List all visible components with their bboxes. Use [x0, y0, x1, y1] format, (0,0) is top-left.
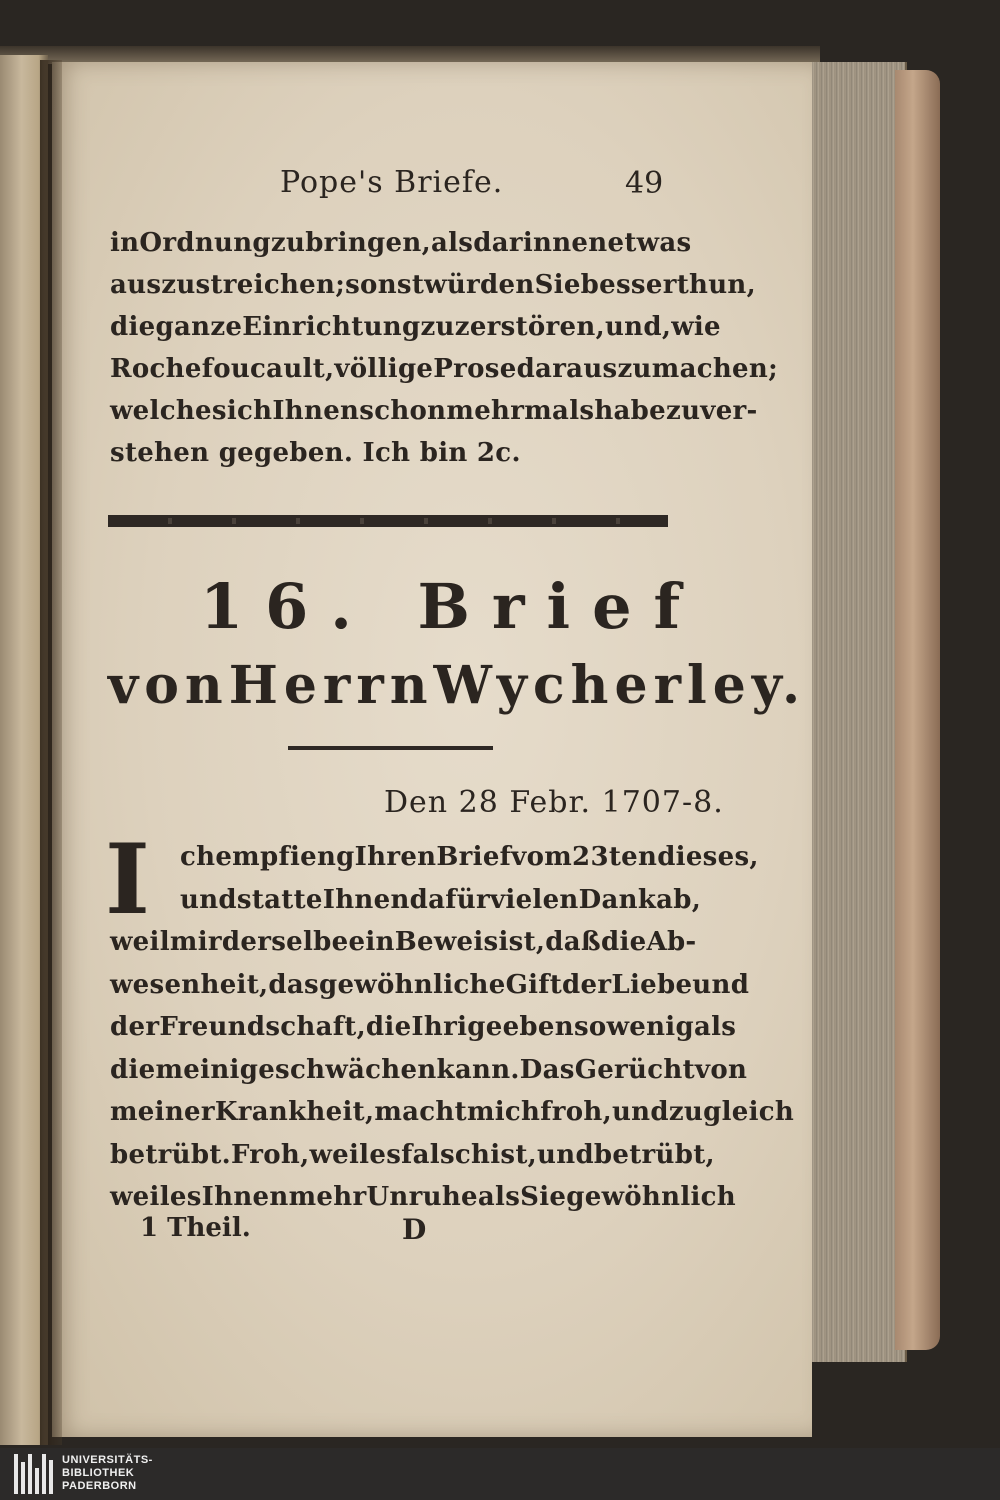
- spine-shadow: [40, 60, 62, 1445]
- word: froh,: [540, 1097, 612, 1127]
- word: schwächen: [275, 1054, 437, 1085]
- library-name-line: UNIVERSITÄTS-: [62, 1454, 153, 1466]
- running-head: Pope's Briefe.: [280, 165, 504, 200]
- letter-subtitle: [108, 655, 807, 716]
- word: die: [600, 927, 647, 957]
- word: völlige: [334, 354, 434, 384]
- text-line: [110, 270, 756, 300]
- page-edges: [800, 62, 907, 1362]
- word: Ihnen: [272, 396, 360, 426]
- word: als: [430, 228, 474, 258]
- word: falsch: [401, 1139, 491, 1170]
- word: Ihrige: [411, 1012, 503, 1042]
- word: Das: [519, 1054, 575, 1085]
- text-line: [110, 1097, 795, 1127]
- word: Gift: [505, 969, 563, 1000]
- word: so: [573, 1012, 607, 1042]
- word: ist,: [490, 1139, 538, 1170]
- word: in: [110, 228, 140, 258]
- word: thun,: [676, 270, 756, 300]
- word: wenig: [606, 1012, 694, 1042]
- text-line: [110, 1182, 737, 1212]
- word: mehr: [288, 1182, 367, 1212]
- text-line: [110, 1012, 737, 1042]
- word: die: [365, 1012, 412, 1042]
- text-line: [110, 1054, 748, 1085]
- word: darinnen: [473, 228, 608, 258]
- subtitle-word: von: [108, 655, 229, 716]
- word: meinige: [155, 1054, 276, 1085]
- word: zerstören,: [454, 312, 605, 342]
- word: Ihnen: [201, 1182, 289, 1212]
- word: Brief: [436, 842, 512, 872]
- word: ganze: [155, 312, 243, 342]
- word: Beweis: [394, 927, 499, 957]
- word: ist,: [498, 927, 546, 957]
- library-logo-icon: [14, 1454, 54, 1494]
- word: es: [369, 1139, 402, 1170]
- word: als: [693, 1012, 737, 1042]
- word: auszustreichen;: [110, 270, 346, 300]
- library-name-line: PADERBORN: [62, 1480, 137, 1492]
- section-divider-rule: [108, 515, 668, 527]
- word: ein: [348, 927, 395, 957]
- word: bringen,: [305, 228, 431, 258]
- word: das: [268, 969, 319, 1000]
- text-line: [180, 884, 702, 915]
- library-footer: [0, 1448, 1000, 1500]
- subtitle-word: Wycherley.: [433, 655, 807, 716]
- word: und: [180, 884, 237, 915]
- word: und: [537, 1139, 594, 1170]
- word: mir: [169, 927, 222, 957]
- subtitle-word: Herrn: [228, 655, 434, 716]
- word: schon: [359, 396, 447, 426]
- word: Sie: [534, 270, 581, 300]
- word: habe: [594, 396, 666, 426]
- word: derselbe: [221, 927, 349, 957]
- text-line: [110, 396, 758, 426]
- word: weil: [309, 1139, 370, 1170]
- word: 23ten: [572, 842, 658, 872]
- word: daß: [545, 927, 601, 957]
- word: Rochefoucault,: [110, 354, 335, 384]
- word: betrübt,: [593, 1139, 715, 1170]
- word: zu: [270, 228, 306, 258]
- word: vom: [511, 842, 573, 872]
- book-cover-edge: [895, 70, 940, 1350]
- word: Prose: [433, 354, 517, 384]
- word: es: [169, 1182, 202, 1212]
- word: Sie: [520, 1182, 567, 1212]
- text-line: [110, 1139, 715, 1170]
- word: Ihren: [354, 842, 437, 872]
- word: ver-: [700, 396, 758, 426]
- word: weil: [110, 927, 170, 957]
- word: Dank: [578, 884, 657, 915]
- heading-underline-rule: [288, 746, 493, 750]
- text-line: [110, 228, 692, 258]
- word: kann.: [436, 1054, 520, 1085]
- word: empfieng: [215, 842, 355, 872]
- word: der: [562, 969, 612, 1000]
- word: und: [692, 969, 750, 1000]
- word: vielen: [489, 884, 579, 915]
- word: und,: [604, 312, 672, 342]
- word: zu: [617, 354, 652, 384]
- word: wesenheit,: [110, 969, 269, 1000]
- word: gewöhnliche: [318, 969, 506, 1000]
- word: als: [477, 1182, 521, 1212]
- word: welches: [110, 396, 227, 426]
- word: meiner: [110, 1097, 215, 1127]
- word: machen;: [651, 354, 779, 384]
- word: weil: [110, 1182, 170, 1212]
- text-line: [110, 354, 779, 384]
- word: Liebe: [611, 969, 693, 1000]
- word: mich: [466, 1097, 541, 1127]
- word: eben: [502, 1012, 574, 1042]
- page-number: 49: [625, 166, 664, 201]
- word: daraus: [516, 354, 618, 384]
- word: Froh,: [230, 1139, 310, 1170]
- text-line: [110, 927, 697, 957]
- word: Unruhe: [366, 1182, 478, 1212]
- word: Gerücht: [574, 1054, 695, 1085]
- word: betrübt.: [110, 1139, 231, 1170]
- word: ch: [180, 842, 216, 872]
- word: Ordnung: [139, 228, 271, 258]
- word: Einrichtung: [242, 312, 421, 342]
- dateline: Den 28 Febr. 1707-8.: [384, 785, 724, 820]
- word: der: [110, 1012, 160, 1042]
- word: zu: [420, 312, 455, 342]
- word: von: [694, 1054, 748, 1085]
- text-line: [110, 438, 666, 468]
- signature-mark: D: [402, 1213, 427, 1246]
- text-line: [110, 312, 721, 342]
- word: Krankheit,: [214, 1097, 375, 1127]
- word: Freundschaft,: [159, 1012, 366, 1042]
- library-name: [62, 1454, 153, 1493]
- word: ich: [226, 396, 273, 426]
- drop-cap: I: [105, 823, 150, 936]
- letter-title: 16. Brief: [200, 570, 703, 643]
- word: Ab-: [646, 927, 697, 957]
- word: zugleich: [668, 1097, 795, 1127]
- library-name-line: BIBLIOTHEK: [62, 1467, 135, 1479]
- word: die: [110, 312, 156, 342]
- word: mehrmals: [446, 396, 595, 426]
- word: macht: [374, 1097, 467, 1127]
- signature-line: 1 Theil.: [140, 1213, 251, 1243]
- word: gewöhnlich: [566, 1182, 737, 1212]
- word: besser: [580, 270, 677, 300]
- word: statte: [236, 884, 323, 915]
- word: und: [611, 1097, 669, 1127]
- word: sonst: [345, 270, 425, 300]
- word: zu: [666, 396, 701, 426]
- word: Ihnen: [322, 884, 410, 915]
- word: die: [110, 1054, 156, 1085]
- word: würden: [424, 270, 535, 300]
- word: dieses,: [657, 842, 759, 872]
- word: etwas: [607, 228, 692, 258]
- text-line: [110, 969, 750, 1000]
- text-line: [180, 842, 759, 872]
- word: wie: [671, 312, 721, 342]
- word: stehen gegeben. Ich bin 2c.: [110, 438, 521, 468]
- word: ab,: [656, 884, 702, 915]
- word: dafür: [409, 884, 490, 915]
